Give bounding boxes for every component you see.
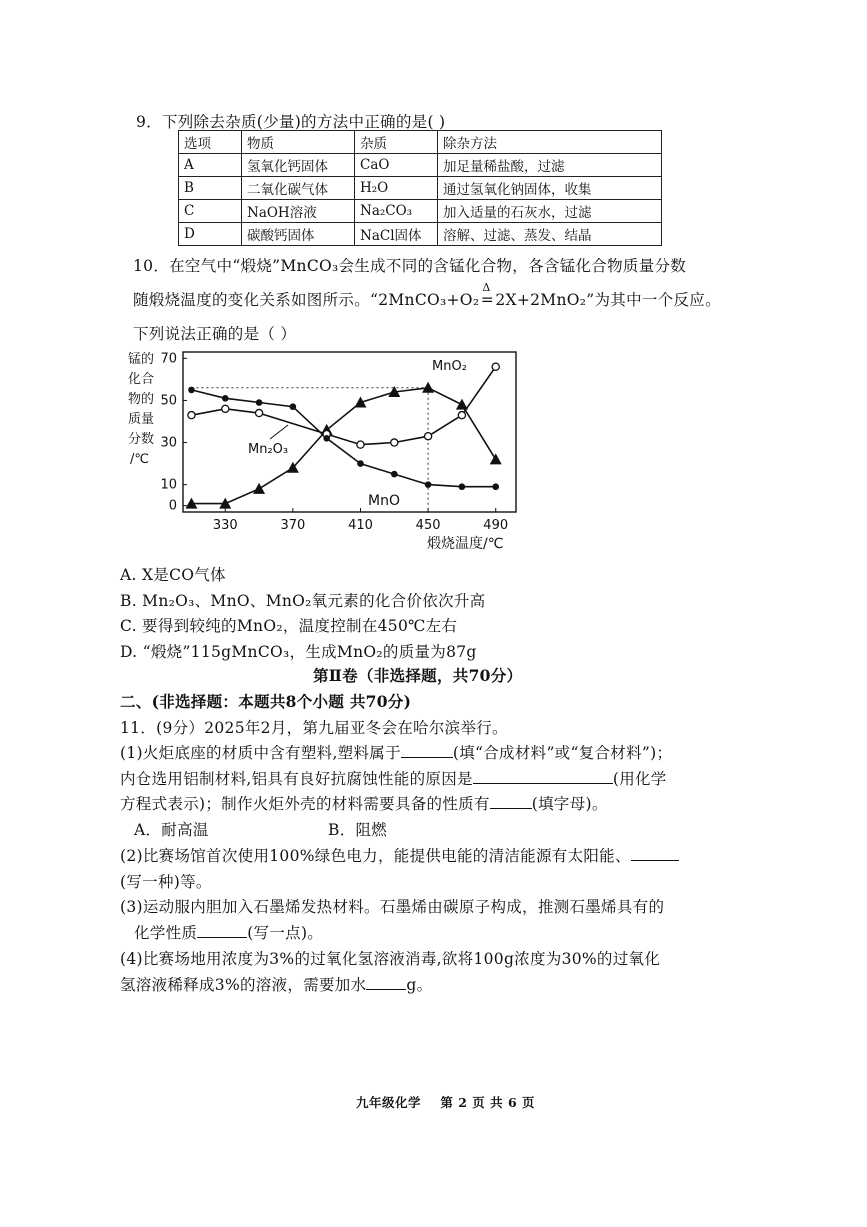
y-tick-label: 0 — [168, 498, 177, 514]
table-header: 杂质 — [355, 131, 438, 154]
q11-part2-line1 — [120, 844, 679, 866]
section2-title: 第Ⅱ卷（非选择题，共70分） — [313, 666, 523, 685]
data-point-mn2o3 — [492, 363, 499, 370]
q11-part1-line2 — [120, 767, 667, 789]
data-point-mno — [323, 435, 330, 442]
data-point-mn2o3 — [357, 441, 364, 448]
table-cell: 加入适量的石灰水，过滤 — [438, 200, 662, 223]
q10-heat-arrow: Δ = — [480, 281, 494, 309]
data-point-mno — [222, 395, 229, 402]
chart-ylabel-line: 质量 — [128, 412, 155, 427]
data-point-mno — [425, 481, 432, 488]
q11-p2-text: (2)比赛场馆首次使用100%绿色电力，能提供电能的清洁能源有太阳能、 — [120, 847, 631, 865]
answer-blank[interactable] — [490, 794, 532, 809]
series-label-mno2: MnO₂ — [432, 359, 467, 374]
q11-part1-line3 — [120, 792, 608, 814]
table-row — [179, 223, 662, 246]
data-point-mno — [357, 460, 364, 467]
y-tick-label: 10 — [160, 477, 177, 493]
series-line-mn2o3 — [192, 367, 496, 445]
table-cell: D — [179, 223, 242, 246]
data-point-mn2o3 — [222, 405, 229, 412]
q11-part1-line1 — [120, 741, 672, 763]
data-point-mn2o3 — [188, 412, 195, 419]
data-point-mno — [492, 483, 499, 490]
q10-equation-left: 随煅烧温度的变化关系如图所示。“2MnCO₃+O₂ — [133, 291, 480, 309]
answer-blank[interactable] — [197, 923, 247, 938]
answer-blank[interactable] — [401, 743, 453, 758]
q10-delta-symbol: Δ — [482, 281, 491, 294]
chart-ylabel-line: /℃ — [130, 452, 149, 467]
table-cell: 碳酸钙固体 — [242, 223, 355, 246]
answer-blank[interactable] — [366, 975, 406, 990]
q10-option-a: A. X是CO气体 — [120, 566, 226, 584]
page-footer: 九年级化学 第 2 页 共 6 页 — [356, 1095, 536, 1110]
x-tick-label: 410 — [348, 518, 373, 533]
q10-stem-line1: 10．在空气中“煅烧”MnCO₃会生成不同的含锰化合物，各含锰化合物质量分数 — [133, 257, 687, 275]
data-point-mn2o3 — [425, 433, 432, 440]
series-label-mn2o3: Mn₂O₃ — [248, 442, 289, 457]
q10-equation-right: 2X+2MnO₂”为其中一个反应。 — [495, 291, 721, 309]
q9-table — [178, 130, 662, 246]
table-header-row — [179, 131, 662, 154]
table-cell: Na₂CO₃ — [355, 200, 438, 223]
x-tick-label: 450 — [415, 518, 441, 533]
table-cell: 二氧化碳气体 — [242, 177, 355, 200]
q10-stem-line3: 下列说法正确的是（ ） — [133, 325, 297, 343]
table-cell: NaCl固体 — [355, 223, 438, 246]
y-tick-label: 30 — [160, 435, 177, 451]
mn-compound-chart — [120, 345, 540, 560]
x-tick-label: 370 — [280, 518, 306, 533]
table-cell: B — [179, 177, 242, 200]
table-cell: 溶解、过滤、蒸发、结晶 — [438, 223, 662, 246]
answer-blank[interactable] — [631, 846, 679, 861]
table-cell: CaO — [355, 154, 438, 177]
q10-option-d: D. “煅烧”115gMnCO₃，生成MnO₂的质量为87g — [120, 643, 477, 661]
data-point-mno2 — [456, 399, 468, 410]
chart-frame — [183, 352, 516, 512]
data-point-mno2 — [422, 382, 434, 393]
section2-subtitle: 二、(非选择题：本题共8个小题 共70分) — [120, 692, 412, 711]
answer-blank[interactable] — [473, 769, 613, 784]
q11-p3-text: (写一点)。 — [247, 924, 324, 942]
q11-part4-line1: (4)比赛场地用浓度为3%的过氧化氢溶液消毒,欲将100g浓度为30%的过氧化 — [120, 950, 661, 968]
data-point-mno — [256, 399, 263, 406]
q11-p1-text: (1)火炬底座的材质中含有塑料,塑料属于 — [120, 744, 401, 762]
q11-p4-text: 氢溶液稀释成3%的溶液，需要加水 — [120, 976, 367, 994]
q11-p1-text: 方程式表示)；制作火炬外壳的材料需要具备的性质有 — [120, 795, 490, 813]
table-cell: NaOH溶液 — [242, 200, 355, 223]
mn2o3-pointer — [270, 425, 288, 439]
table-cell: A — [179, 154, 242, 177]
q11-part4-line2 — [120, 973, 432, 995]
data-point-mn2o3 — [458, 412, 465, 419]
table-row — [179, 200, 662, 223]
x-tick-label: 330 — [212, 518, 238, 533]
q11-p1-text: (填“合成材料”或“复合材料”)； — [452, 744, 673, 762]
chart-ylabel — [128, 352, 154, 467]
data-point-mno — [290, 403, 297, 410]
data-point-mn2o3 — [391, 439, 398, 446]
chart-ylabel-line: 化合 — [128, 372, 155, 387]
table-cell: 加足量稀盐酸，过滤 — [438, 154, 662, 177]
q10-stem-line2 — [133, 281, 721, 310]
table-cell: C — [179, 200, 242, 223]
data-point-mno — [459, 483, 466, 490]
y-tick-label: 50 — [160, 393, 177, 409]
q11-part2-line2: (写一种)等。 — [120, 873, 212, 891]
q11-option-b: B．阻燃 — [328, 821, 388, 839]
q11-stem: 11．(9分）2025年2月，第九届亚冬会在哈尔滨举行。 — [120, 719, 508, 737]
data-point-mno2 — [253, 483, 265, 494]
q11-p1-text: 内仓选用铝制材料,铝具有良好抗腐蚀性能的原因是 — [120, 770, 473, 788]
table-row — [179, 154, 662, 177]
q11-p3-text: 化学性质 — [134, 924, 198, 942]
series-label-mno: MnO — [368, 493, 400, 509]
q11-part3-line2 — [134, 921, 323, 943]
x-tick-label: 490 — [483, 518, 509, 533]
chart-ylabel-line: 物的 — [128, 392, 155, 407]
table-header: 除杂方法 — [438, 131, 662, 154]
q10-option-c: C. 要得到较纯的MnO₂，温度控制在450℃左右 — [120, 617, 458, 635]
table-cell: 氢氧化钙固体 — [242, 154, 355, 177]
q11-option-a: A．耐高温 — [134, 821, 209, 839]
q10-option-b: B. Mn₂O₃、MnO、MnO₂氧元素的化合价依次升高 — [120, 592, 486, 610]
series-line-mno — [192, 390, 496, 487]
q11-p4-text: g。 — [406, 976, 433, 994]
q11-p1-text: (填字母)。 — [531, 795, 608, 813]
q11-part3-line1: (3)运动服内胆加入石墨烯发热材料。石墨烯由碳原子构成，推测石墨烯具有的 — [120, 898, 665, 916]
q11-p1-text: (用化学 — [612, 770, 667, 788]
chart-ylabel-line: 分数 — [128, 432, 155, 447]
data-point-mn2o3 — [255, 409, 262, 416]
chart-xlabel: 煅烧温度/℃ — [427, 536, 504, 552]
data-point-mno2 — [490, 453, 502, 464]
chart-ylabel-line: 锰的 — [128, 352, 155, 367]
table-row — [179, 177, 662, 200]
data-point-mno — [391, 471, 398, 478]
table-cell: H₂O — [355, 177, 438, 200]
q9-stem: 9．下列除去杂质(少量)的方法中正确的是( ) — [136, 113, 446, 131]
table-cell: 通过氢氧化钠固体，收集 — [438, 177, 662, 200]
y-tick-label: 70 — [160, 351, 177, 367]
table-header: 选项 — [179, 131, 242, 154]
data-point-mno — [188, 387, 195, 394]
table-header: 物质 — [242, 131, 355, 154]
